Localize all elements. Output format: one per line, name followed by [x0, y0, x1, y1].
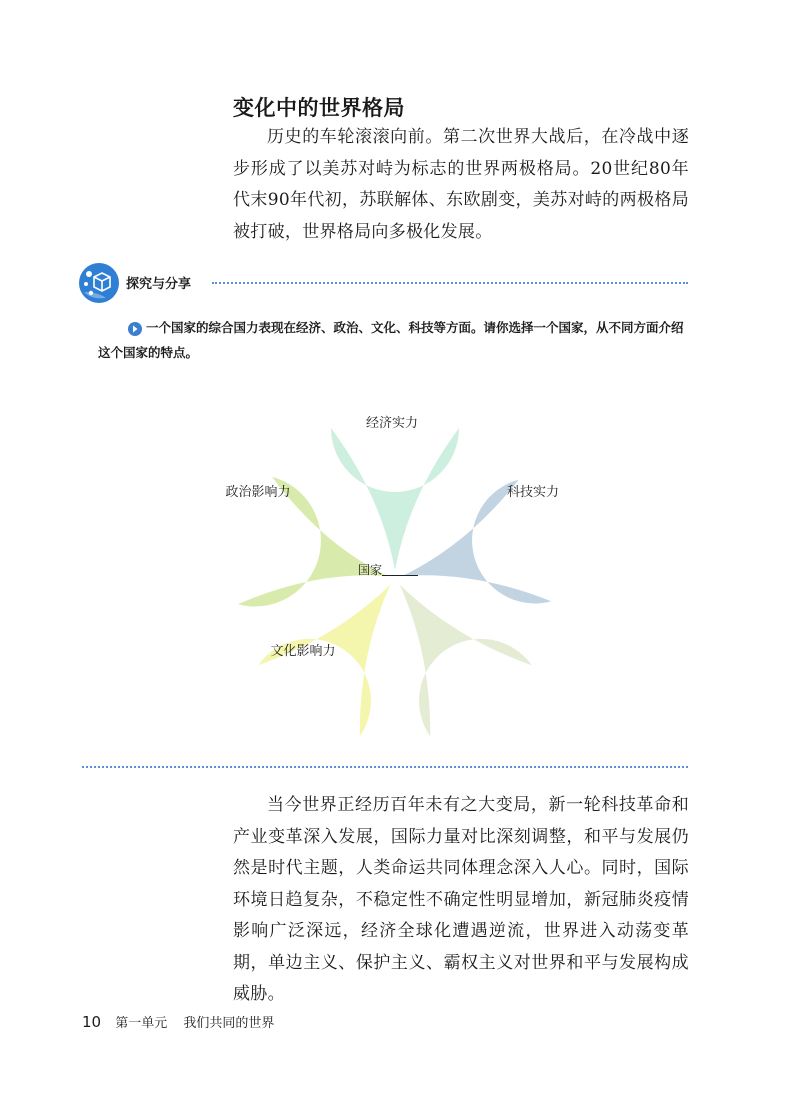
petal-culture — [258, 585, 390, 737]
petal-label-culture: 文化影响力 — [270, 644, 336, 659]
petal-label-politics: 政治影响力 — [225, 485, 291, 500]
intro-paragraph: 历史的车轮滚滚向前。第二次世界大战后，在冷战中逐步形成了以美苏对峙为标志的世界两极格局。20世纪80年代末90年代初，苏联解体、东欧剧变，美苏对峙的两极格局被打破，世界格局向多极化发展。 — [233, 127, 689, 242]
country-blank-line[interactable] — [382, 563, 418, 576]
page-number: 10 — [82, 1013, 102, 1031]
page-footer — [82, 1012, 274, 1031]
petal-label-economy: 经济实力 — [365, 416, 419, 431]
second-paragraph: 当今世界正经历百年未有之大变局，新一轮科技革命和产业变革深入发展，国际力量对比深刻调整，和平与发展仍然是时代主题，人类命运共同体理念深入人心。同时，国际环境日趋复杂，不稳定性不确定性明显增加，新冠肺炎疫情影响广泛深远，经济全球化遭遇逆流，世界进入动荡变革期，单边主义、保护主义、霸权主义对世界和平与发展构成威胁。 — [233, 795, 689, 1004]
center-country-text: 国家 — [358, 563, 383, 577]
explore-share-label: 探究与分享 — [126, 277, 192, 292]
unit-title: 我们共同的世界 — [183, 1016, 275, 1031]
petal-label-technology: 科技实力 — [506, 485, 560, 500]
petal-economy-shape — [331, 428, 459, 570]
petal-blank-shape — [400, 585, 532, 737]
dotted-divider-bottom — [82, 766, 688, 768]
petal-culture-shape — [258, 585, 390, 737]
explore-prompt: 一个国家的综合国力表现在经济、政治、文化、科技等方面。请你选择一个国家，从不同方面介绍这个国家的特点。 — [98, 320, 684, 360]
petal-economy — [331, 428, 459, 570]
section-title: 变化中的世界格局 — [233, 96, 405, 120]
petal-blank — [400, 585, 532, 737]
center-country-label — [358, 561, 418, 578]
unit-label: 第一单元 — [115, 1016, 168, 1031]
